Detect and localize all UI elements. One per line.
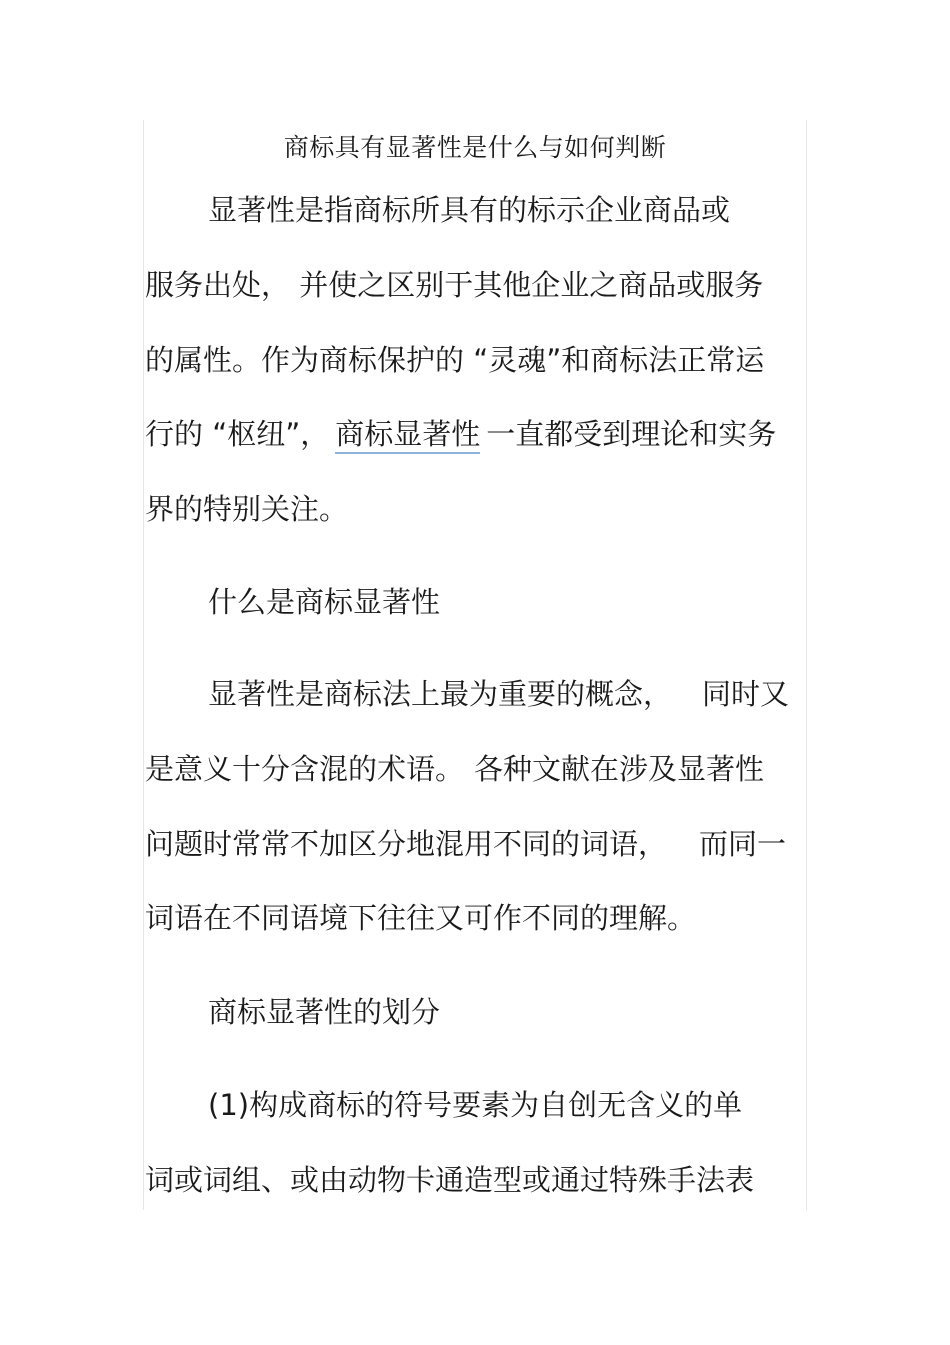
paragraph-1-line-2: 服务出处， 并使之区别于其他企业之商品或服务 [145, 268, 764, 302]
paragraph-1-line-4-end: 一直都受到理论和实务 [486, 417, 777, 451]
section-heading-classification: 商标显著性的划分 [208, 995, 441, 1029]
paragraph-1-line-4 [145, 412, 776, 456]
paragraph-2-line-3-end: 而同一 [699, 827, 787, 861]
paragraph-2-line-1 [208, 672, 789, 716]
document-title: 商标具有显著性是什么与如何判断 [283, 133, 667, 162]
paragraph-2-line-2-end: 各种文献在涉及显著性 [474, 752, 765, 786]
paragraph-3-line-2: 词或词组、或由动物卡通造型或通过特殊手法表 [145, 1163, 755, 1197]
paragraph-2-line-3-start: 问题时常常不加区分地混用不同的词语， [145, 827, 668, 861]
paragraph-1-line-4-start: 行的 “枢纽”， [145, 417, 330, 451]
paragraph-2-line-2 [145, 747, 764, 791]
paragraph-2-line-3 [145, 822, 786, 866]
paragraph-3-line-1: (1)构成商标的符号要素为自创无含义的单 [208, 1088, 743, 1122]
paragraph-1-line-3: 的属性。作为商标保护的 “灵魂”和商标法正常运 [145, 343, 765, 377]
paragraph-1-line-1: 显著性是指商标所具有的标示企业商品或 [208, 193, 731, 227]
paragraph-2-line-1-end: 同时又 [702, 677, 790, 711]
trademark-distinctiveness-link[interactable]: 商标显著性 [335, 417, 480, 454]
paragraph-2-line-2-start: 是意义十分含混的术语。 [145, 752, 465, 786]
section-heading-what-is: 什么是商标显著性 [208, 585, 441, 619]
paragraph-1-line-5: 界的特别关注。 [145, 492, 349, 526]
paragraph-2-line-4: 词语在不同语境下往往又可作不同的理解。 [145, 901, 697, 935]
paragraph-2-line-1-start: 显著性是商标法上最为重要的概念， [208, 677, 673, 711]
